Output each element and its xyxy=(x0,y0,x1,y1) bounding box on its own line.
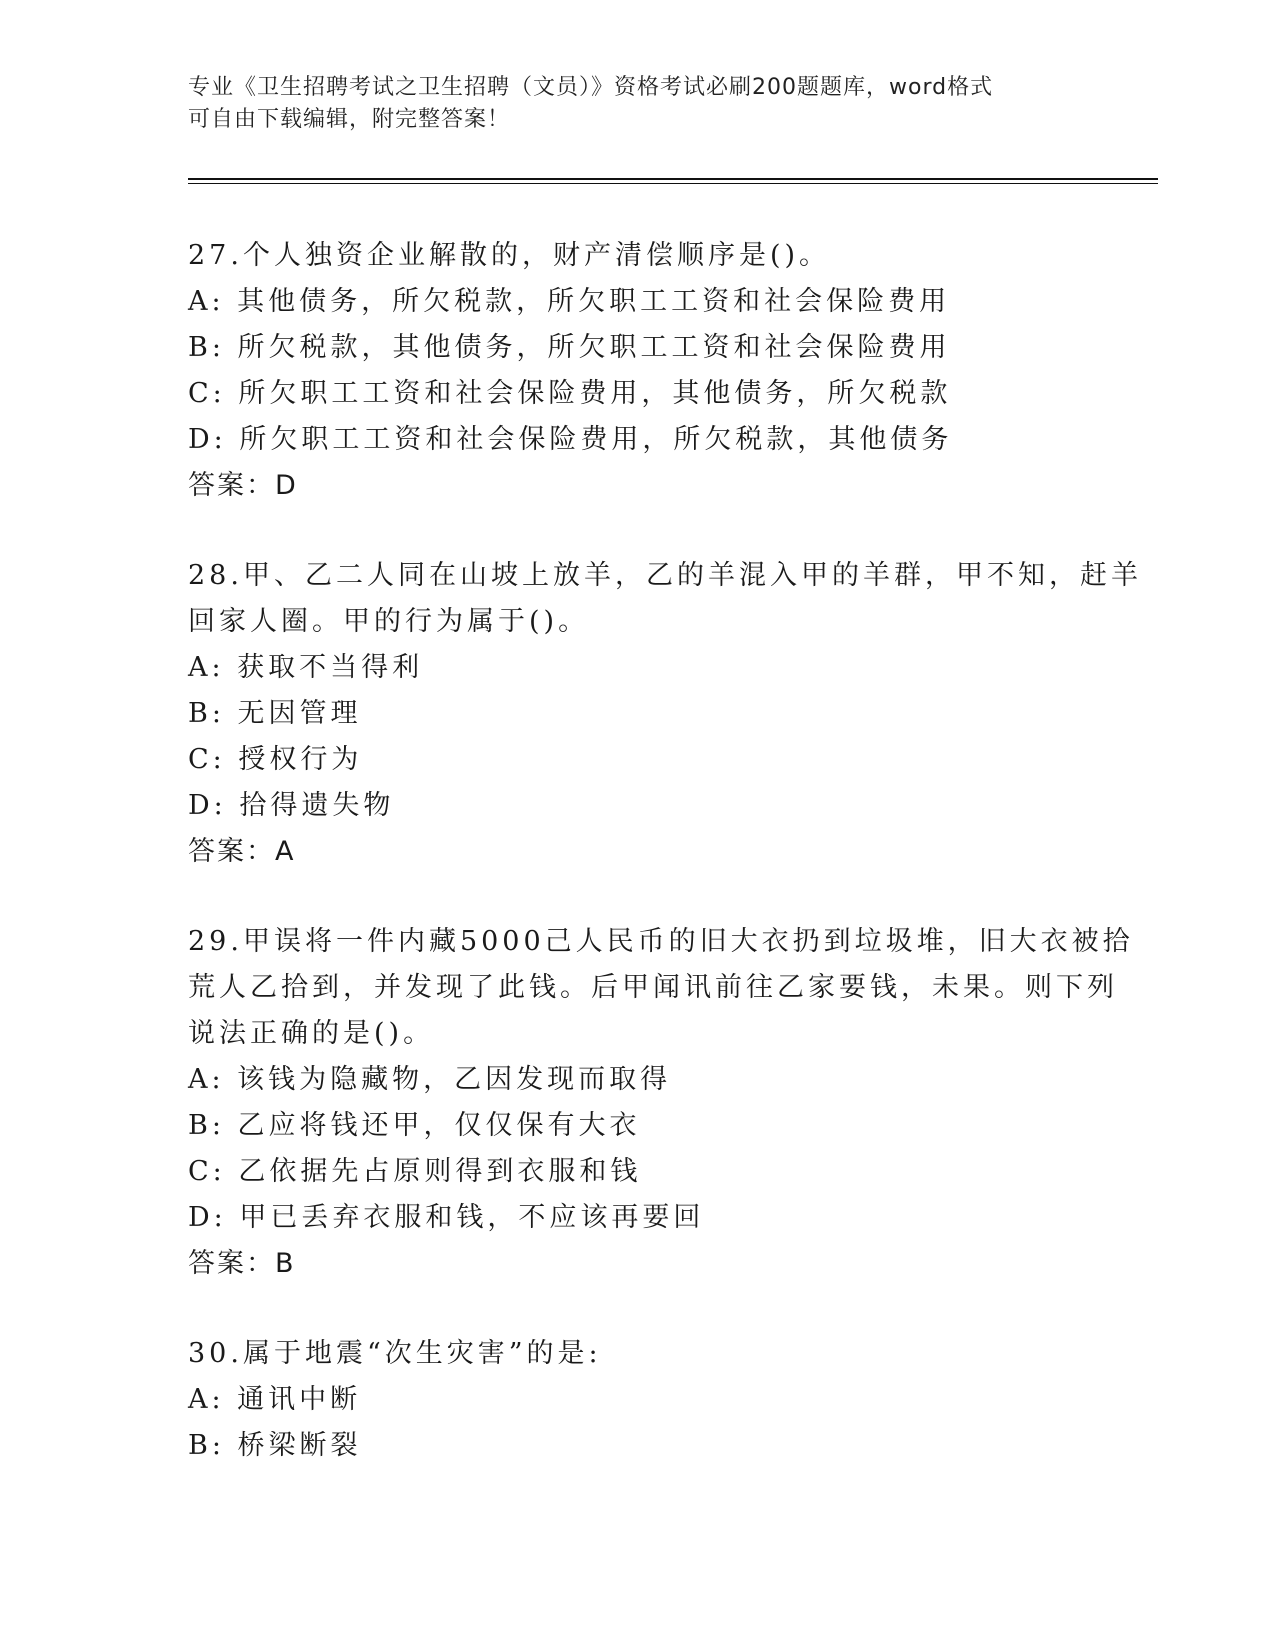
question-text: 27.个人独资企业解散的，财产清偿顺序是()。 xyxy=(188,240,831,271)
option-c: C: 所欠职工工资和社会保险费用，其他债务，所欠税款 xyxy=(188,378,952,409)
header-divider-thick xyxy=(188,178,1158,180)
answer: 答案：A xyxy=(188,836,296,867)
header-line-2: 可自由下载编辑，附完整答案！ xyxy=(188,107,511,132)
option-d: D: 拾得遗失物 xyxy=(188,790,395,821)
option-b: B: 乙应将钱还甲，仅仅保有大衣 xyxy=(188,1110,641,1141)
document-header xyxy=(188,72,1088,136)
question-text: 29.甲误将一件内藏5000己人民币的旧大衣扔到垃圾堆，旧大衣被拾 xyxy=(188,926,1134,957)
option-b: B: 桥梁断裂 xyxy=(188,1430,362,1461)
header-line-1: 专业《卫生招聘考试之卫生招聘（文员）》资格考试必刷200题题库，word格式 xyxy=(188,75,994,100)
header-divider-thin xyxy=(188,183,1158,184)
answer: 答案：D xyxy=(188,470,298,501)
question-text: 说法正确的是()。 xyxy=(188,1018,435,1049)
option-a: A: 获取不当得利 xyxy=(188,652,424,683)
question-text: 回家人圈。甲的行为属于()。 xyxy=(188,606,590,637)
question-28 xyxy=(188,553,1142,875)
option-d: D: 所欠职工工资和社会保险费用，所欠税款，其他债务 xyxy=(188,424,953,455)
question-list xyxy=(188,233,1142,1513)
question-29 xyxy=(188,919,1134,1287)
option-d: D: 甲已丢弃衣服和钱，不应该再要回 xyxy=(188,1202,705,1233)
option-c: C: 乙依据先占原则得到衣服和钱 xyxy=(188,1156,642,1187)
answer: 答案：B xyxy=(188,1248,296,1279)
option-b: B: 所欠税款，其他债务，所欠职工工资和社会保险费用 xyxy=(188,332,951,363)
option-c: C: 授权行为 xyxy=(188,744,363,775)
question-27 xyxy=(188,233,1088,509)
question-text: 荒人乙拾到，并发现了此钱。后甲闻讯前往乙家要钱，未果。则下列 xyxy=(188,972,1118,1003)
option-b: B: 无因管理 xyxy=(188,698,362,729)
question-30 xyxy=(188,1331,1088,1469)
option-a: A: 通讯中断 xyxy=(188,1384,362,1415)
question-text: 28.甲、乙二人同在山坡上放羊，乙的羊混入甲的羊群，甲不知，赶羊 xyxy=(188,560,1142,591)
option-a: A: 该钱为隐藏物，乙因发现而取得 xyxy=(188,1064,672,1095)
option-a: A: 其他债务，所欠税款，所欠职工工资和社会保险费用 xyxy=(188,286,951,317)
question-text: 30.属于地震“次生灾害”的是: xyxy=(188,1338,602,1369)
